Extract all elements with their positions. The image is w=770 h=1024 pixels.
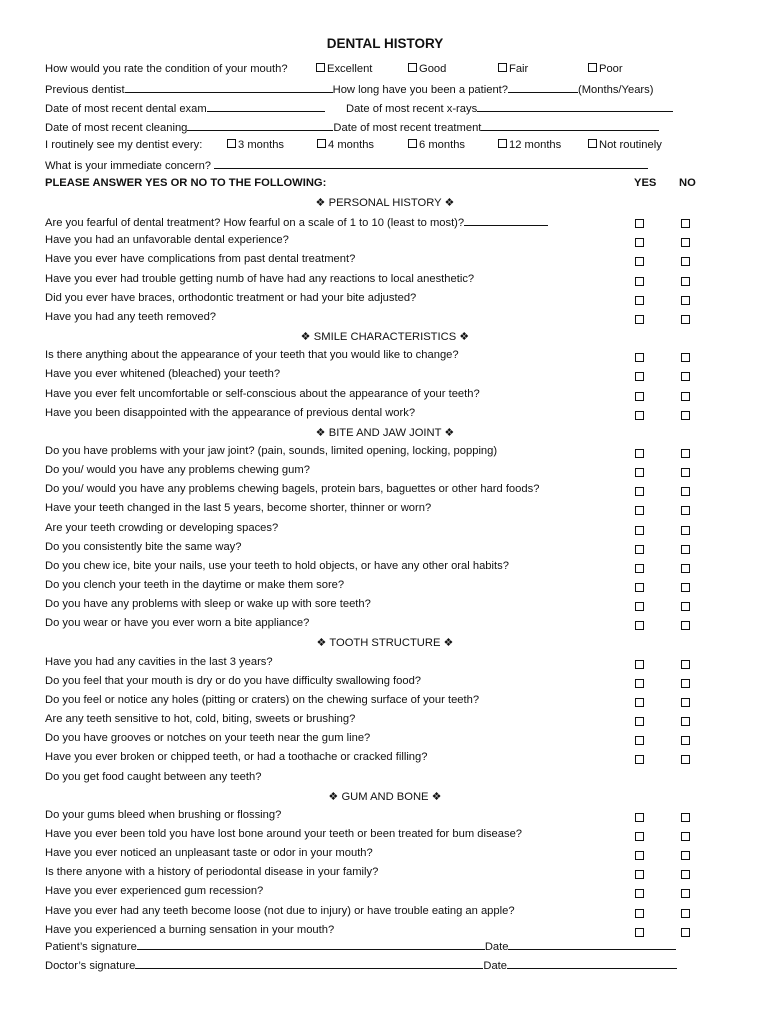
yes-checkbox[interactable]: [635, 717, 644, 726]
question-text: Did you ever have braces, orthodontic treatment or had your bite adjusted?: [45, 291, 417, 304]
question-row: [45, 253, 355, 265]
no-checkbox[interactable]: [681, 545, 690, 554]
no-checkbox[interactable]: [681, 257, 690, 266]
question-row: [45, 713, 355, 725]
patient-signature-label: Patient’s signature: [45, 941, 137, 953]
no-checkbox[interactable]: [681, 679, 690, 688]
no-checkbox[interactable]: [681, 755, 690, 764]
yes-checkbox[interactable]: [635, 928, 644, 937]
question-text: Do you/ would you have any problems chewing bagels, protein bars, baguettes or other hard foods?: [45, 483, 540, 496]
question-text: Are you fearful of dental treatment? How fearful on a scale of 1 to 10 (least to most)?: [45, 217, 465, 230]
question-row: [45, 828, 522, 840]
yes-checkbox[interactable]: [635, 736, 644, 745]
yes-checkbox[interactable]: [635, 526, 644, 535]
yes-checkbox[interactable]: [635, 392, 644, 401]
recent-exam-label: Date of most recent dental exam: [45, 103, 207, 115]
yes-checkbox[interactable]: [635, 449, 644, 458]
recent-cleaning-row: [45, 120, 659, 134]
no-checkbox[interactable]: [681, 526, 690, 535]
recent-xrays-field[interactable]: [477, 101, 673, 112]
checkbox-icon: [316, 63, 325, 72]
question-text: Do you have problems with your jaw joint? (pain, sounds, limited opening, locking, popping): [45, 444, 498, 457]
yes-checkbox[interactable]: [635, 621, 644, 630]
question-row: [45, 809, 281, 821]
no-checkbox[interactable]: [681, 736, 690, 745]
no-checkbox[interactable]: [681, 296, 690, 305]
no-checkbox[interactable]: [681, 564, 690, 573]
question-text: Do you clench your teeth in the daytime or make them sore?: [45, 579, 345, 591]
yes-checkbox[interactable]: [635, 564, 644, 573]
question-text: Is there anything about the appearance of your teeth that you would like to change?: [45, 349, 459, 362]
yes-column-header: YES: [634, 177, 657, 189]
option-4-months[interactable]: 4 months: [317, 139, 374, 151]
no-checkbox[interactable]: [681, 353, 690, 362]
no-checkbox[interactable]: [681, 392, 690, 401]
no-checkbox[interactable]: [681, 468, 690, 477]
yes-checkbox[interactable]: [635, 315, 644, 324]
question-row: [45, 694, 479, 706]
question-text: Have you ever experienced gum recession?: [45, 885, 264, 898]
question-row: [45, 483, 539, 495]
question-row: [45, 273, 474, 285]
recent-treatment-label: Date of most recent treatment: [333, 122, 482, 134]
yes-checkbox[interactable]: [635, 372, 644, 381]
question-row: [45, 349, 459, 361]
months-years-label: (Months/Years): [578, 84, 654, 96]
question-row: [45, 215, 548, 229]
recent-xrays-label: Date of most recent x-rays: [346, 103, 478, 115]
condition-question: How would you rate the condition of your mouth?: [45, 63, 288, 75]
concern-row: [45, 158, 648, 172]
question-row: [45, 464, 310, 476]
yes-checkbox[interactable]: [635, 660, 644, 669]
how-long-label: How long have you been a patient?: [332, 84, 509, 96]
no-checkbox[interactable]: [681, 909, 690, 918]
question-text: Do you/ would you have any problems chewing gum?: [45, 464, 310, 477]
yes-checkbox[interactable]: [635, 411, 644, 420]
question-row: [45, 541, 242, 553]
yes-checkbox[interactable]: [635, 545, 644, 554]
question-text: Have you had any teeth removed?: [45, 310, 217, 323]
yes-checkbox[interactable]: [635, 832, 644, 841]
option-fair[interactable]: Fair: [498, 63, 528, 75]
no-checkbox[interactable]: [681, 449, 690, 458]
question-text: Have you had any cavities in the last 3 years?: [45, 655, 273, 668]
no-checkbox[interactable]: [681, 238, 690, 247]
yes-checkbox[interactable]: [635, 679, 644, 688]
no-checkbox[interactable]: [681, 851, 690, 860]
no-checkbox[interactable]: [681, 583, 690, 592]
question-text: Do you feel that your mouth is dry or do you have difficulty swallowing food?: [45, 674, 422, 687]
yes-checkbox[interactable]: [635, 257, 644, 266]
form-title: DENTAL HISTORY: [326, 36, 444, 51]
no-column-header: NO: [679, 177, 696, 189]
question-row: [45, 751, 427, 763]
question-text: Have you ever felt uncomfortable or self-conscious about the appearance of your teeth?: [45, 387, 480, 400]
no-checkbox[interactable]: [681, 372, 690, 381]
yes-checkbox[interactable]: [635, 813, 644, 822]
question-row: [45, 598, 371, 610]
question-text: Is there anyone with a history of periodontal disease in your family?: [45, 866, 379, 879]
section-heading: ❖ BITE AND JAW JOINT ❖: [315, 426, 455, 439]
question-row: [45, 311, 216, 323]
recent-exam-row: [45, 101, 325, 115]
question-text: Do you chew ice, bite your nails, use your teeth to hold objects, or have any other oral habits?: [45, 559, 509, 572]
yes-checkbox[interactable]: [635, 296, 644, 305]
question-text: Do you wear or have you ever worn a bite appliance?: [45, 617, 310, 630]
yes-checkbox[interactable]: [635, 870, 644, 879]
question-text: Do you get food caught between any teeth?: [45, 770, 262, 783]
yes-checkbox[interactable]: [635, 277, 644, 286]
question-text: Have you ever whitened (bleached) your teeth?: [45, 368, 281, 381]
question-text: Have you ever noticed an unpleasant taste or odor in your mouth?: [45, 847, 373, 860]
yes-checkbox[interactable]: [635, 698, 644, 707]
no-checkbox[interactable]: [681, 411, 690, 420]
no-checkbox[interactable]: [681, 870, 690, 879]
question-row: [45, 924, 334, 936]
question-text: Have you been disappointed with the appearance of previous dental work?: [45, 406, 416, 419]
yes-checkbox[interactable]: [635, 238, 644, 247]
no-checkbox[interactable]: [681, 506, 690, 515]
question-row: [45, 292, 416, 304]
question-text: Do you consistently bite the same way?: [45, 540, 242, 553]
no-checkbox[interactable]: [681, 602, 690, 611]
checkbox-icon: [498, 139, 507, 148]
question-row: [45, 445, 497, 457]
yes-checkbox[interactable]: [635, 889, 644, 898]
doctor-signature-field[interactable]: [135, 958, 483, 969]
question-text: Have you experienced a burning sensation in your mouth?: [45, 923, 335, 936]
question-text: Have you had an unfavorable dental experience?: [45, 234, 289, 247]
question-row: [45, 675, 421, 687]
checkbox-icon: [408, 139, 417, 148]
patient-date-field[interactable]: [508, 939, 676, 950]
option-3-months[interactable]: 3 months: [227, 139, 284, 151]
question-row: [45, 656, 273, 668]
section-heading: ❖ PERSONAL HISTORY ❖: [315, 197, 455, 209]
checkbox-icon: [588, 139, 597, 148]
instruction-heading: PLEASE ANSWER YES OR NO TO THE FOLLOWING:: [45, 177, 327, 189]
section-heading: ❖ GUM AND BONE ❖: [328, 790, 442, 803]
question-row: [45, 502, 431, 514]
doctor-signature-label: Doctor’s signature: [45, 960, 136, 972]
yes-checkbox[interactable]: [635, 755, 644, 764]
question-text: Do your gums bleed when brushing or flossing?: [45, 808, 282, 821]
option-12-months[interactable]: 12 months: [498, 139, 561, 151]
option-not-routinely[interactable]: Not routinely: [588, 139, 662, 151]
question-row: [45, 522, 278, 534]
yes-checkbox[interactable]: [635, 602, 644, 611]
option-excellent[interactable]: Excellent: [316, 63, 372, 75]
no-checkbox[interactable]: [681, 487, 690, 496]
question-row: [45, 847, 373, 859]
question-text: Have your teeth changed in the last 5 years, become shorter, thinner or worn?: [45, 502, 432, 515]
recent-treatment-field[interactable]: [481, 120, 659, 131]
concern-label: What is your immediate concern?: [45, 160, 212, 172]
question-text: Are any teeth sensitive to hot, cold, biting, sweets or brushing?: [45, 713, 356, 726]
checkbox-icon: [588, 63, 597, 72]
recent-cleaning-field[interactable]: [187, 120, 333, 131]
recent-xrays-row: [346, 101, 673, 115]
question-row: [45, 617, 309, 629]
question-text: Do you have any problems with sleep or wake up with sore teeth?: [45, 598, 371, 611]
checkbox-icon: [227, 139, 236, 148]
no-checkbox[interactable]: [681, 889, 690, 898]
question-text: Are your teeth crowding or developing spaces?: [45, 521, 279, 534]
no-checkbox[interactable]: [681, 660, 690, 669]
no-checkbox[interactable]: [681, 277, 690, 286]
yes-checkbox[interactable]: [635, 468, 644, 477]
previous-dentist-row: [45, 82, 653, 96]
no-checkbox[interactable]: [681, 813, 690, 822]
section-heading: ❖ TOOTH STRUCTURE ❖: [316, 637, 454, 650]
how-long-field[interactable]: [508, 82, 578, 93]
question-text: Do you have grooves or notches on your teeth near the gum line?: [45, 732, 371, 745]
question-row: [45, 905, 515, 917]
yes-checkbox[interactable]: [635, 506, 644, 515]
recent-exam-field[interactable]: [207, 101, 325, 112]
doctor-signature-row: [45, 958, 677, 972]
condition-row: [45, 63, 288, 75]
checkbox-icon: [408, 63, 417, 72]
date-label: Date: [484, 941, 509, 953]
question-text: Do you feel or notice any holes (pitting or craters) on the chewing surface of your teeth?: [45, 693, 480, 706]
yes-checkbox[interactable]: [635, 851, 644, 860]
question-row: [45, 560, 509, 572]
no-checkbox[interactable]: [681, 698, 690, 707]
doctor-date-field[interactable]: [507, 958, 677, 969]
question-text: Have you ever been told you have lost bone around your teeth or been treated for bum disease?: [45, 827, 523, 840]
question-row: [45, 771, 261, 783]
checkbox-icon: [317, 139, 326, 148]
yes-checkbox[interactable]: [635, 487, 644, 496]
routine-label: I routinely see my dentist every:: [45, 139, 203, 151]
question-row: [45, 866, 378, 878]
recent-cleaning-label: Date of most recent cleaning: [45, 122, 188, 134]
fear-scale-field[interactable]: [464, 215, 548, 226]
yes-checkbox[interactable]: [635, 219, 644, 228]
question-text: Have you ever had any teeth become loose (not due to injury) or have trouble eating an apple?: [45, 904, 515, 917]
yes-checkbox[interactable]: [635, 353, 644, 362]
section-heading: ❖ SMILE CHARACTERISTICS ❖: [300, 331, 470, 344]
option-poor[interactable]: Poor: [588, 63, 623, 75]
yes-checkbox[interactable]: [635, 909, 644, 918]
yes-checkbox[interactable]: [635, 583, 644, 592]
question-row: [45, 368, 280, 380]
question-row: [45, 407, 415, 419]
checkbox-icon: [498, 63, 507, 72]
concern-field[interactable]: [214, 158, 648, 169]
question-row: [45, 732, 370, 744]
question-row: [45, 388, 480, 400]
no-checkbox[interactable]: [681, 219, 690, 228]
no-checkbox[interactable]: [681, 717, 690, 726]
patient-signature-field[interactable]: [137, 939, 485, 950]
question-text: Have you ever broken or chipped teeth, or had a toothache or cracked filling?: [45, 751, 428, 764]
question-text: Have you ever have complications from past dental treatment?: [45, 253, 356, 266]
patient-signature-row: [45, 939, 676, 953]
no-checkbox[interactable]: [681, 621, 690, 630]
question-row: [45, 234, 289, 246]
option-good[interactable]: Good: [408, 63, 446, 75]
no-checkbox[interactable]: [681, 928, 690, 937]
question-text: Have you ever had trouble getting numb of have had any reactions to local anesthetic?: [45, 272, 475, 285]
no-checkbox[interactable]: [681, 315, 690, 324]
no-checkbox[interactable]: [681, 832, 690, 841]
question-row: [45, 885, 263, 897]
previous-dentist-field[interactable]: [125, 82, 333, 93]
previous-dentist-label: Previous dentist: [45, 84, 125, 96]
question-row: [45, 579, 344, 591]
option-6-months[interactable]: 6 months: [408, 139, 465, 151]
date-label: Date: [483, 960, 508, 972]
